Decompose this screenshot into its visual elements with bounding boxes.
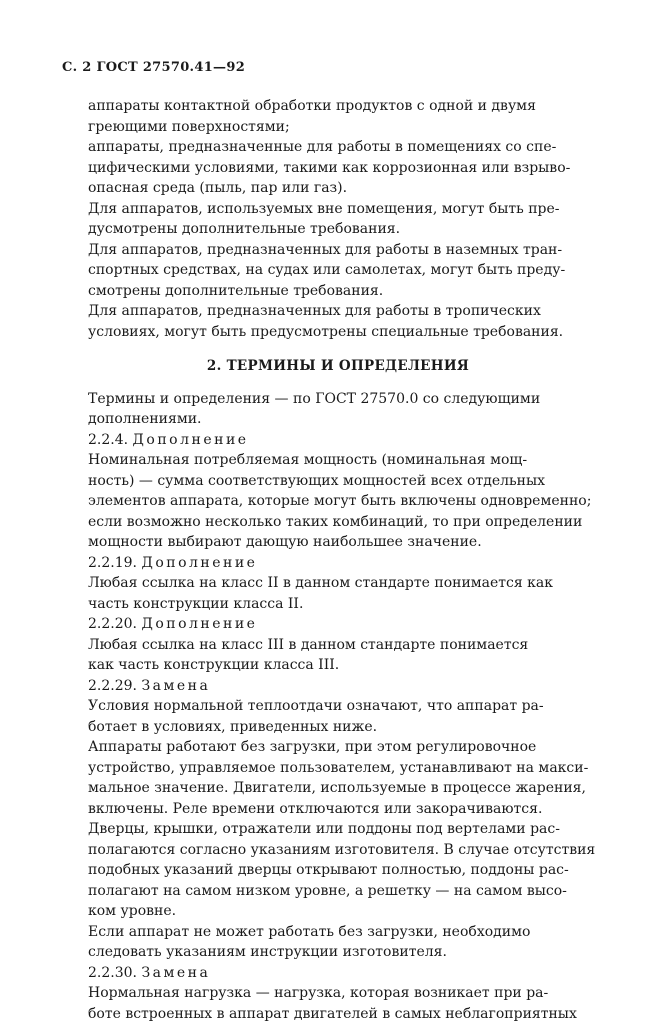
clause-paragraph [88, 922, 588, 963]
clause-kind: Дополнение [141, 616, 257, 632]
text-line: Дверцы, крышки, отражатели или поддоны под вертелами рас- [88, 819, 588, 840]
clause-paragraph [88, 696, 588, 737]
clause-heading [88, 430, 588, 451]
clause-paragraph [88, 983, 588, 1024]
clause [88, 430, 588, 553]
clause-kind: Замена [141, 965, 210, 981]
section-heading: 2. ТЕРМИНЫ И ОПРЕДЕЛЕНИЯ [88, 356, 588, 377]
page-header: С. 2 ГОСТ 27570.41—92 [62, 60, 245, 75]
clause-paragraph [88, 819, 588, 922]
text-line: мощности выбирают дающую наибольшее значение. [88, 532, 588, 553]
intro-paragraph [88, 137, 588, 199]
text-line: Для аппаратов, предназначенных для работы в тропических [88, 301, 588, 322]
clause-number: 2.2.29. [88, 678, 141, 694]
document-body [88, 96, 588, 1024]
clause-number: 2.2.20. [88, 616, 141, 632]
text-line: ботает в условиях, приведенных ниже. [88, 717, 588, 738]
text-line: как часть конструкции класса III. [88, 655, 588, 676]
text-line: цифическими условиями, такими как коррозионная или взрыво- [88, 158, 588, 179]
intro-paragraph [88, 199, 588, 240]
clause-number: 2.2.19. [88, 555, 141, 571]
clause-heading [88, 963, 588, 984]
clause-number: 2.2.4. [88, 432, 133, 448]
text-line: Для аппаратов, предназначенных для работы в наземных тран- [88, 240, 588, 261]
text-line: спортных средствах, на судах или самолетах, могут быть преду- [88, 260, 588, 281]
text-line: аппараты, предназначенные для работы в помещениях со спе- [88, 137, 588, 158]
clause-paragraph [88, 737, 588, 819]
text-line: смотрены дополнительные требования. [88, 281, 588, 302]
clause-kind: Дополнение [141, 555, 257, 571]
text-line: Термины и определения — по ГОСТ 27570.0 со следующими [88, 389, 588, 410]
intro-paragraph [88, 301, 588, 342]
text-line: следовать указаниям инструкции изготовителя. [88, 942, 588, 963]
text-line: Для аппаратов, используемых вне помещения, могут быть пре- [88, 199, 588, 220]
text-line: часть конструкции класса II. [88, 594, 588, 615]
text-line: мальное значение. Двигатели, используемые в процессе жарения, [88, 778, 588, 799]
text-line: Любая ссылка на класс II в данном стандарте понимается как [88, 573, 588, 594]
clause [88, 963, 588, 1024]
text-line: Условия нормальной теплоотдачи означают, что аппарат ра- [88, 696, 588, 717]
text-line: устройство, управляемое пользователем, устанавливают на макси- [88, 758, 588, 779]
clause-kind: Замена [141, 678, 210, 694]
clause-kind: Дополнение [133, 432, 249, 448]
intro-paragraph [88, 240, 588, 302]
text-line: греющими поверхностями; [88, 117, 588, 138]
text-line: полагаются согласно указаниям изготовителя. В случае отсутствия [88, 840, 588, 861]
text-line: Нормальная нагрузка — нагрузка, которая возникает при ра- [88, 983, 588, 1004]
text-line: элементов аппарата, которые могут быть включены одновременно; [88, 491, 588, 512]
text-line: опасная среда (пыль, пар или газ). [88, 178, 588, 199]
text-line: полагают на самом низком уровне, а решетку — на самом высо- [88, 881, 588, 902]
text-line: ность) — сумма соответствующих мощностей всех отдельных [88, 471, 588, 492]
clause-heading [88, 553, 588, 574]
clause-heading [88, 614, 588, 635]
text-line: условиях, могут быть предусмотрены специальные требования. [88, 322, 588, 343]
clause-number: 2.2.30. [88, 965, 141, 981]
clause [88, 676, 588, 963]
text-line: Аппараты работают без загрузки, при этом регулировочное [88, 737, 588, 758]
clause [88, 553, 588, 615]
text-line: Если аппарат не может работать без загрузки, необходимо [88, 922, 588, 943]
text-line: если возможно несколько таких комбинаций, то при определении [88, 512, 588, 533]
clause-paragraph [88, 635, 588, 676]
intro-section [88, 96, 588, 342]
intro-paragraph [88, 96, 588, 137]
text-line: включены. Реле времени отключаются или закорачиваются. [88, 799, 588, 820]
clause [88, 614, 588, 676]
text-line: Номинальная потребляемая мощность (номинальная мощ- [88, 450, 588, 471]
text-line: подобных указаний дверцы открывают полностью, поддоны рас- [88, 860, 588, 881]
text-line: Любая ссылка на класс III в данном стандарте понимается [88, 635, 588, 656]
text-line: ком уровне. [88, 901, 588, 922]
text-line: боте встроенных в аппарат двигателей в самых неблагоприятных [88, 1004, 588, 1024]
clause-paragraph [88, 450, 588, 553]
section-intro [88, 389, 588, 430]
clause-heading [88, 676, 588, 697]
text-line: дополнениями. [88, 409, 588, 430]
text-line: аппараты контактной обработки продуктов с одной и двумя [88, 96, 588, 117]
section-intro-paragraph [88, 389, 588, 430]
clause-paragraph [88, 573, 588, 614]
text-line: дусмотрены дополнительные требования. [88, 219, 588, 240]
